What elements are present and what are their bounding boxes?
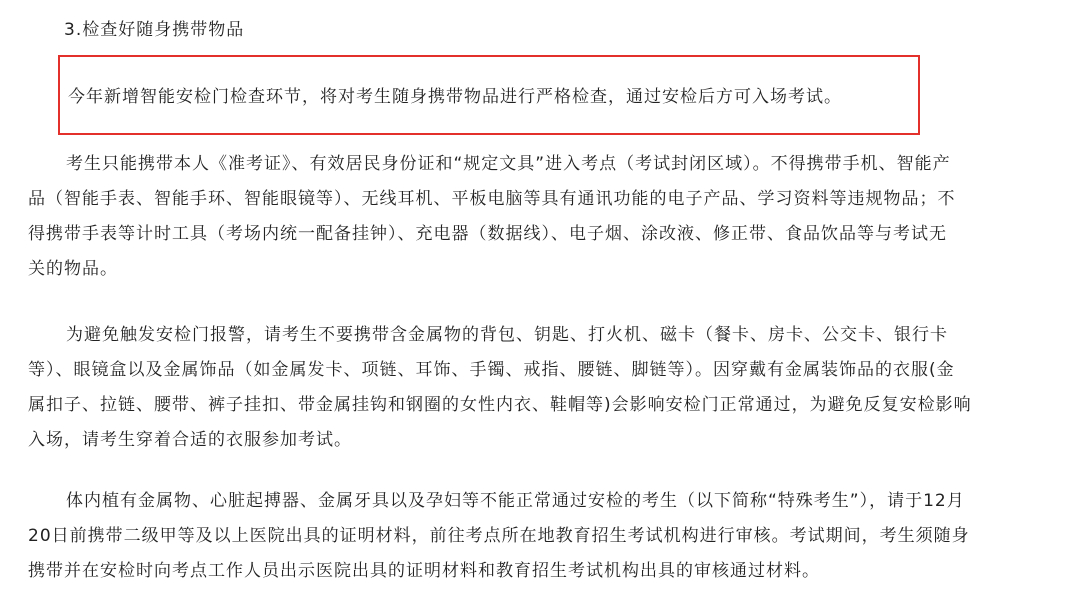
paragraph-metal-items <box>28 318 1048 458</box>
paragraph-line: 得携带手表等计时工具（考场内统一配备挂钟）、充电器（数据线）、电子烟、涂改液、修正带、食品饮品等与考试无 <box>28 224 947 244</box>
paragraph-line: 等）、眼镜盒以及金属饰品（如金属发卡、项链、耳饰、手镯、戒指、腰链、脚链等）。因穿戴有金属装饰品的衣服(金 <box>28 360 955 380</box>
section-heading: 3.检查好随身携带物品 <box>64 20 245 40</box>
paragraph-carry-items <box>28 147 1048 287</box>
highlight-text: 今年新增智能安检门检查环节，将对考生随身携带物品进行严格检查，通过安检后方可入场考试。 <box>68 87 842 107</box>
paragraph-line: 20日前携带二级甲等及以上医院出具的证明材料，前往考点所在地教育招生考试机构进行审核。考试期间，考生须随身 <box>28 526 970 546</box>
paragraph-line: 为避免触发安检门报警，请考生不要携带含金属物的背包、钥匙、打火机、磁卡（餐卡、房卡、公交卡、银行卡 <box>66 325 948 345</box>
paragraph-line: 体内植有金属物、心脏起搏器、金属牙具以及孕妇等不能正常通过安检的考生（以下简称“特殊考生”），请于12月 <box>66 491 965 511</box>
highlight-box <box>58 55 920 135</box>
paragraph-line: 品（智能手表、智能手环、智能眼镜等）、无线耳机、平板电脑等具有通讯功能的电子产品、学习资料等违规物品；不 <box>28 189 956 209</box>
paragraph-line: 属扣子、拉链、腰带、裤子挂扣、带金属挂钩和钢圈的女性内衣、鞋帽等)会影响安检门正常通过，为避免反复安检影响 <box>28 395 972 415</box>
paragraph-line: 关的物品。 <box>28 259 118 279</box>
paragraph-special-candidates <box>28 484 1048 589</box>
paragraph-line: 入场，请考生穿着合适的衣服参加考试。 <box>28 430 352 450</box>
paragraph-line: 考生只能携带本人《准考证》、有效居民身份证和“规定文具”进入考点（考试封闭区域）。不得携带手机、智能产 <box>66 154 951 174</box>
paragraph-line: 携带并在安检时向考点工作人员出示医院出具的证明材料和教育招生考试机构出具的审核通过材料。 <box>28 561 820 581</box>
